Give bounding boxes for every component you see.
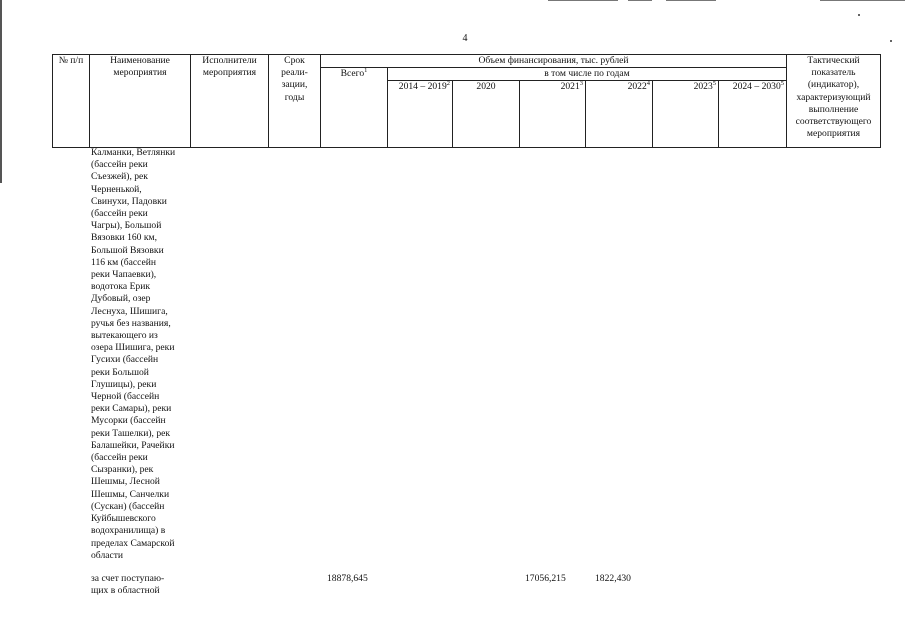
description-line: Большой Вязовки bbox=[91, 244, 164, 256]
header-number: № п/п bbox=[53, 55, 90, 148]
page-number: 4 bbox=[462, 33, 468, 44]
description-line: реки Ташелки), рек bbox=[91, 427, 171, 439]
header-year: 2023$^5$ bbox=[653, 81, 719, 148]
description-line: (бассейн реки bbox=[91, 159, 148, 171]
header-year: 2014 – 2019$^2$ bbox=[388, 81, 453, 148]
header-funding: Объем финансирования, тыс. рублей bbox=[321, 55, 787, 68]
header-name: Наименование мероприятия bbox=[90, 55, 191, 148]
scan-speck bbox=[858, 14, 860, 16]
header-year: 2022$^4$ bbox=[586, 81, 653, 148]
description-line: Балашейки, Рачейки bbox=[91, 439, 175, 451]
description-line: Сызранки), рек bbox=[91, 464, 154, 476]
description-line: Мусорки (бассейн bbox=[91, 415, 166, 427]
scan-edge-mark bbox=[820, 0, 905, 1]
header-by-years: в том числе по годам bbox=[388, 68, 787, 81]
funding-table bbox=[52, 54, 881, 148]
description-line: вытекающего из bbox=[91, 330, 158, 342]
description-line: пределах Самарской bbox=[91, 537, 175, 549]
description-line: реки Большой bbox=[91, 366, 149, 378]
header-total: Всего$^1$ bbox=[321, 68, 388, 148]
description-line: ручья без названия, bbox=[91, 317, 171, 329]
description-line: (бассейн реки bbox=[91, 452, 148, 464]
funding-2021-value: 17056,215 bbox=[525, 573, 566, 584]
description-line: области bbox=[91, 549, 124, 561]
description-line: Шешмы, Лесной bbox=[91, 476, 160, 488]
description-line: Черненькой, bbox=[91, 183, 142, 195]
measure-description bbox=[91, 147, 191, 562]
description-line: Леснуха, Шишига, bbox=[91, 305, 168, 317]
description-line: Вязовки 160 км, bbox=[91, 232, 157, 244]
description-line: водохранилища) в bbox=[91, 525, 166, 537]
header-year: 2024 – 2030$^5$ bbox=[719, 81, 787, 148]
description-line: реки Чапаевки), bbox=[91, 269, 157, 281]
description-line: Свинухи, Падовки bbox=[91, 195, 167, 207]
description-line: Шешмы, Санчелки bbox=[91, 488, 170, 500]
header-executors: Исполнители мероприятия bbox=[191, 55, 269, 148]
description-line: озера Шишига, реки bbox=[91, 342, 175, 354]
scan-margin-line bbox=[0, 0, 2, 183]
header-year: 2020 bbox=[453, 81, 520, 148]
scan-speck bbox=[890, 40, 892, 42]
header-term: Срок реали-зации, годы bbox=[269, 55, 321, 148]
description-line: водотока Ерик bbox=[91, 281, 151, 293]
header-year: 2021$^3$ bbox=[520, 81, 586, 148]
description-line: Гусихи (бассейн bbox=[91, 354, 159, 366]
scan-edge-mark bbox=[548, 0, 618, 1]
scan-edge-mark bbox=[666, 0, 716, 1]
description-line: Съезжей), рек bbox=[91, 171, 148, 183]
funding-source-line: за счет поступаю- bbox=[91, 573, 165, 584]
description-line: Глушицы), реки bbox=[91, 378, 157, 390]
description-line: Дубовый, озер bbox=[91, 293, 151, 305]
scan-edge-mark bbox=[628, 0, 652, 1]
description-line: (бассейн реки bbox=[91, 208, 148, 220]
description-line: Калманки, Ветлянки bbox=[91, 147, 176, 158]
description-line: Черной (бассейн bbox=[91, 391, 160, 403]
funding-2022-value: 1822,430 bbox=[595, 573, 631, 584]
description-line: (Сускан) (бассейн bbox=[91, 500, 165, 512]
description-line: реки Самары), реки bbox=[91, 403, 172, 415]
funding-total-value: 18878,645 bbox=[327, 573, 368, 584]
description-line: Чагры), Большой bbox=[91, 220, 162, 232]
funding-source-label bbox=[91, 573, 191, 597]
funding-source-line: щих в областной bbox=[91, 585, 160, 597]
description-line: Куйбышевского bbox=[91, 513, 156, 525]
description-line: 116 км (бассейн bbox=[91, 256, 157, 268]
header-indicator: Тактический показатель (индикатор), характеризующий выполнение соответствующего мероприятия bbox=[787, 55, 881, 148]
